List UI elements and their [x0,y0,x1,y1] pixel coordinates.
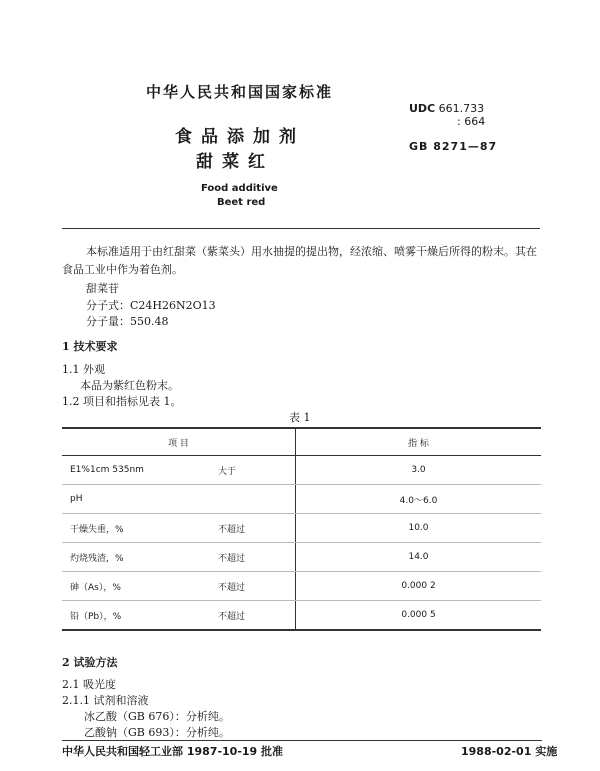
standard-organization: 中华人民共和国国家标准 [146,83,334,101]
reagent-sodium-acetate: 乙酸钠（GB 693）：分析纯。 [84,726,230,739]
row-item: E1%1cm 535nm [62,456,218,485]
gb-number: GB 8271—87 [409,140,498,153]
title-english-line1: Food additive [201,183,278,194]
column-header-item: 项 目 [62,428,296,456]
component-name: 甜菜苷 [86,282,119,295]
table-row [62,601,541,631]
formula-label: 分子式： [86,299,130,312]
udc-value: 661.733 [438,102,485,115]
reagent-acetic-acid: 冰乙酸（GB 676）：分析纯。 [84,710,230,723]
intro-paragraph: 本标准适用于由红甜菜（紫菜头）用水抽提的提出物，经浓缩、喷雾干燥后所得的粉末。其在食品工业中作为着色剂。 [62,245,537,276]
udc-classification [409,102,484,115]
formula-value: C24H26N2O13 [130,299,216,312]
row-condition: 大于 [218,456,296,485]
row-value: 0.000 2 [296,572,542,601]
row-item: 干燥失重，% [62,514,218,543]
section-2-1-heading: 2.1 吸光度 [62,678,116,691]
approval-line: 中华人民共和国轻工业部 1987-10-19 批准 [62,745,284,758]
row-condition [218,485,296,514]
row-value: 4.0～6.0 [296,485,542,514]
table-row [62,543,541,572]
row-item: 灼烧残渣，% [62,543,218,572]
column-header-value: 指 标 [296,428,542,456]
row-value: 0.000 5 [296,601,542,631]
mw-value: 550.48 [130,315,169,328]
table-row [62,514,541,543]
section-2-heading: 2 试验方法 [62,656,118,669]
udc-label: UDC [409,102,436,115]
molecular-weight [86,313,169,329]
effective-date: 1988-02-01 实施 [461,745,558,758]
section-1-1-text: 本品为紫红色粉末。 [80,379,179,392]
row-value: 14.0 [296,543,542,572]
row-item: 铅（Pb），% [62,601,218,631]
section-2-1-1-heading: 2.1.1 试剂和溶液 [62,694,149,707]
row-value: 10.0 [296,514,542,543]
footer-divider [62,740,542,741]
header-divider [62,228,540,229]
section-1-2-heading: 1.2 项目和指标见表 1。 [62,395,182,408]
row-item: pH [62,485,218,514]
table-row [62,456,541,485]
row-condition: 不超过 [218,601,296,631]
title-english-line2: Beet red [217,197,266,208]
row-item: 砷（As），% [62,572,218,601]
row-condition: 不超过 [218,514,296,543]
row-value: 3.0 [296,456,542,485]
table-row [62,572,541,601]
table-caption: 表 1 [289,411,311,424]
row-condition: 不超过 [218,572,296,601]
table-row [62,485,541,514]
section-1-1-heading: 1.1 外观 [62,363,105,376]
title-chinese-line2: 甜菜红 [196,152,274,172]
molecular-formula [86,297,216,313]
row-condition: 不超过 [218,543,296,572]
spec-table [62,427,541,631]
section-1-heading: 1 技术要求 [62,340,118,353]
table-header-row [62,428,541,456]
mw-label: 分子量： [86,315,130,328]
title-chinese-line1: 食品添加剂 [175,127,305,147]
udc-continuation: : 664 [457,115,486,128]
